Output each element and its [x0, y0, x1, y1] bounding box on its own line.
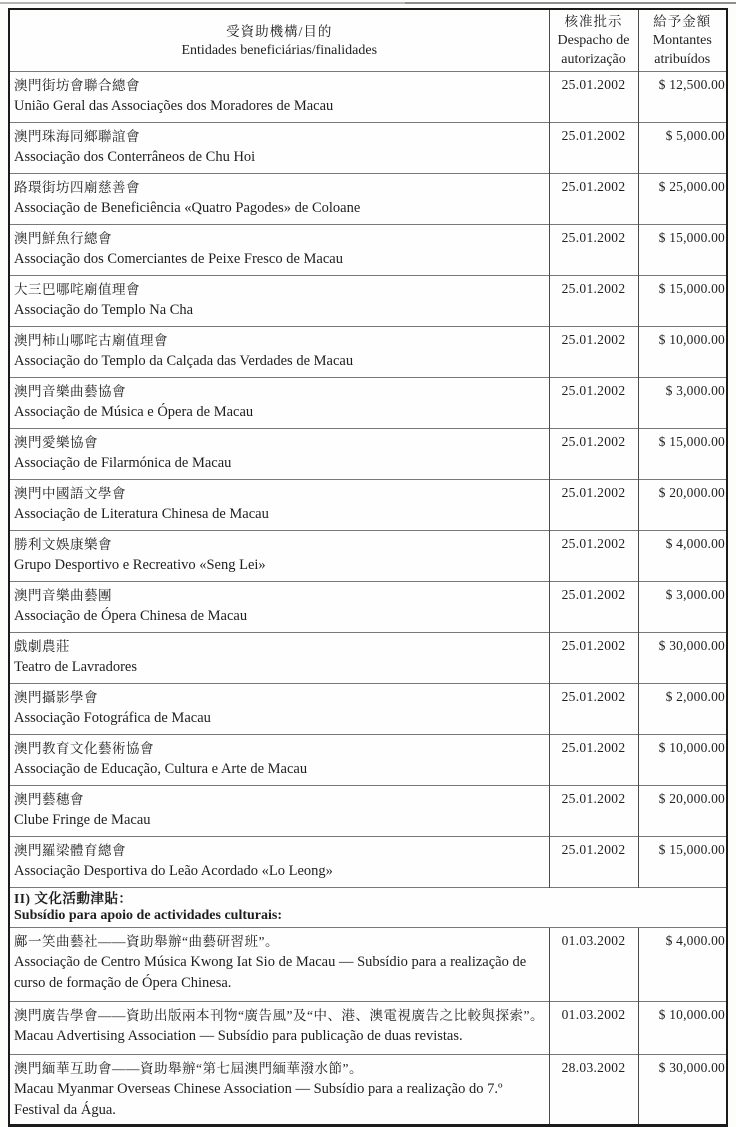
amount-value: $ 5,000.00 [638, 123, 727, 174]
header-entities [9, 9, 549, 72]
entity-name-pt: Associação dos Conterrâneos de Chu Hoi [14, 149, 256, 165]
amount-value: $ 2,000.00 [638, 684, 727, 735]
amount-value: $ 12,500.00 [638, 72, 727, 123]
table-row [9, 429, 727, 480]
entity-name-pt: União Geral das Associações dos Moradores de Macau [14, 98, 334, 114]
entity-name-zh: 澳門音樂曲藝團 [14, 588, 112, 603]
entity-cell [9, 378, 549, 429]
entity-name-zh: 澳門緬華互助會——資助舉辦“第七屆澳門緬華潑水節”。 [14, 1061, 363, 1076]
entity-cell [9, 633, 549, 684]
table-row [9, 531, 727, 582]
entity-name-zh: 鄺一笑曲藝社——資助舉辦“曲藝研習班”。 [14, 934, 279, 949]
amount-value: $ 30,000.00 [638, 633, 727, 684]
authorization-date: 25.01.2002 [549, 429, 638, 480]
entity-name-pt: Associação dos Comerciantes de Peixe Fresco de Macau [14, 251, 343, 267]
authorization-date: 25.01.2002 [549, 684, 638, 735]
amount-value: $ 3,000.00 [638, 378, 727, 429]
entity-name-pt: Associação Desportiva do Leão Acordado «Lo Leong» [14, 863, 333, 879]
entity-name-zh: 澳門攝影學會 [14, 690, 98, 705]
entity-name-pt: Associação de Literatura Chinesa de Macau [14, 506, 269, 522]
table-body [9, 72, 727, 1126]
header-authorization-zh: 核准批示 [564, 14, 623, 29]
table-row [9, 633, 727, 684]
entity-name-pt: Teatro de Lavradores [14, 659, 137, 675]
entity-name-pt: Macau Myanmar Overseas Chinese Association — Subsídio para a realização do 7.º Festival da Água. [14, 1081, 503, 1118]
amount-value: $ 15,000.00 [638, 276, 727, 327]
entity-cell [9, 684, 549, 735]
amount-value: $ 30,000.00 [638, 1055, 727, 1126]
table-row [9, 378, 727, 429]
table-row [9, 72, 727, 123]
entity-name-zh: 勝利文娛康樂會 [14, 537, 112, 552]
header-authorization-pt1: Despacho de [557, 33, 630, 48]
section-title-zh: II) 文化活動津貼： [14, 891, 133, 906]
entity-cell [9, 123, 549, 174]
entity-name-pt: Clube Fringe de Macau [14, 812, 151, 828]
amount-value: $ 20,000.00 [638, 786, 727, 837]
section-title-pt: Subsídio para apoio de actividades culturais: [14, 908, 282, 923]
entity-cell [9, 429, 549, 480]
amount-value: $ 15,000.00 [638, 225, 727, 276]
entity-name-pt: Associação de Educação, Cultura e Arte de Macau [14, 761, 308, 777]
entity-name-pt: Associação do Templo Na Cha [14, 302, 194, 318]
header-amount [638, 9, 727, 72]
authorization-date: 25.01.2002 [549, 786, 638, 837]
entity-name-pt: Associação de Centro Música Kwong Iat Sio de Macau — Subsídio para a realização de curso de formação de Ópera Chinesa. [14, 954, 527, 991]
entity-name-zh: 澳門廣告學會——資助出版兩本刊物“廣告風”及“中、港、澳電視廣告之比較與探索”。 [14, 1008, 544, 1023]
authorization-date: 25.01.2002 [549, 837, 638, 888]
entity-name-pt: Associação de Beneficiência «Quatro Pagodes» de Coloane [14, 200, 361, 216]
amount-value: $ 15,000.00 [638, 837, 727, 888]
amount-value: $ 15,000.00 [638, 429, 727, 480]
authorization-date: 25.01.2002 [549, 225, 638, 276]
amount-value: $ 4,000.00 [638, 531, 727, 582]
table-row [9, 735, 727, 786]
entity-name-zh: 澳門街坊會聯合總會 [14, 78, 140, 93]
authorization-date: 25.01.2002 [549, 327, 638, 378]
page-top-rule [0, 2, 736, 4]
entity-cell [9, 837, 549, 888]
authorization-date: 25.01.2002 [549, 72, 638, 123]
entity-name-pt: Associação Fotográfica de Macau [14, 710, 211, 726]
table-row [9, 1002, 727, 1055]
header-authorization-pt2: autorização [561, 52, 626, 67]
entity-cell [9, 786, 549, 837]
entity-name-pt: Associação do Templo da Calçada das Verdades de Macau [14, 353, 354, 369]
entity-name-pt: Grupo Desportivo e Recreativo «Seng Lei» [14, 557, 266, 573]
section-header-cell [9, 888, 727, 928]
table-row [9, 174, 727, 225]
amount-value: $ 10,000.00 [638, 327, 727, 378]
entity-cell [9, 327, 549, 378]
amount-value: $ 25,000.00 [638, 174, 727, 225]
table-row [9, 480, 727, 531]
entity-cell [9, 582, 549, 633]
entity-cell [9, 480, 549, 531]
entity-name-zh: 澳門中國語文學會 [14, 486, 126, 501]
header-entities-zh: 受資助機構/目的 [226, 23, 333, 39]
authorization-date: 25.01.2002 [549, 531, 638, 582]
header-amount-zh: 給予金額 [653, 14, 712, 29]
entity-name-pt: Associação de Música e Ópera de Macau [14, 404, 254, 420]
table-row [9, 225, 727, 276]
entity-cell [9, 174, 549, 225]
entity-name-zh: 澳門教育文化藝術協會 [14, 741, 154, 756]
table-row [9, 837, 727, 888]
authorization-date: 01.03.2002 [549, 928, 638, 1002]
entity-cell [9, 735, 549, 786]
entity-name-zh: 澳門柿山哪咤古廟值理會 [14, 333, 168, 348]
table-row [9, 1055, 727, 1126]
authorization-date: 28.03.2002 [549, 1055, 638, 1126]
authorization-date: 25.01.2002 [549, 174, 638, 225]
entity-name-pt: Associação de Filarmónica de Macau [14, 455, 232, 471]
entity-cell [9, 1055, 549, 1126]
table-header [9, 9, 727, 72]
amount-value: $ 20,000.00 [638, 480, 727, 531]
amount-value: $ 10,000.00 [638, 1002, 727, 1055]
table-row [9, 276, 727, 327]
table-row [9, 786, 727, 837]
header-entities-pt: Entidades beneficiárias/finalidades [181, 42, 378, 58]
authorization-date: 25.01.2002 [549, 633, 638, 684]
amount-value: $ 10,000.00 [638, 735, 727, 786]
entity-name-zh: 澳門鮮魚行總會 [14, 231, 112, 246]
subsidy-table [8, 8, 728, 1127]
entity-name-zh: 大三巴哪咤廟值理會 [14, 282, 140, 297]
authorization-date: 25.01.2002 [549, 276, 638, 327]
entity-cell [9, 276, 549, 327]
entity-name-zh: 澳門音樂曲藝協會 [14, 384, 126, 399]
authorization-date: 25.01.2002 [549, 582, 638, 633]
entity-cell [9, 72, 549, 123]
table-row [9, 928, 727, 1002]
entity-cell [9, 531, 549, 582]
authorization-date: 25.01.2002 [549, 123, 638, 174]
amount-value: $ 3,000.00 [638, 582, 727, 633]
entity-cell [9, 928, 549, 1002]
authorization-date: 25.01.2002 [549, 378, 638, 429]
section-header-row [9, 888, 727, 928]
entity-cell [9, 1002, 549, 1055]
entity-name-pt: Macau Advertising Association — Subsídio para publicação de duas revistas. [14, 1028, 463, 1044]
entity-cell [9, 225, 549, 276]
table-row [9, 123, 727, 174]
entity-name-zh: 澳門藝穗會 [14, 792, 84, 807]
entity-name-zh: 澳門羅梁體育總會 [14, 843, 126, 858]
header-amount-pt1: Montantes [652, 33, 712, 48]
authorization-date: 01.03.2002 [549, 1002, 638, 1055]
amount-value: $ 4,000.00 [638, 928, 727, 1002]
authorization-date: 25.01.2002 [549, 480, 638, 531]
header-authorization [549, 9, 638, 72]
table-row [9, 327, 727, 378]
table-row [9, 684, 727, 735]
entity-name-zh: 澳門愛樂協會 [14, 435, 98, 450]
entity-name-zh: 路環街坊四廟慈善會 [14, 180, 140, 195]
table-row [9, 582, 727, 633]
entity-name-pt: Associação de Ópera Chinesa de Macau [14, 608, 248, 624]
entity-name-zh: 戲劇農莊 [14, 639, 70, 654]
authorization-date: 25.01.2002 [549, 735, 638, 786]
entity-name-zh: 澳門珠海同鄉聯誼會 [14, 129, 140, 144]
header-amount-pt2: atribuídos [654, 52, 711, 67]
